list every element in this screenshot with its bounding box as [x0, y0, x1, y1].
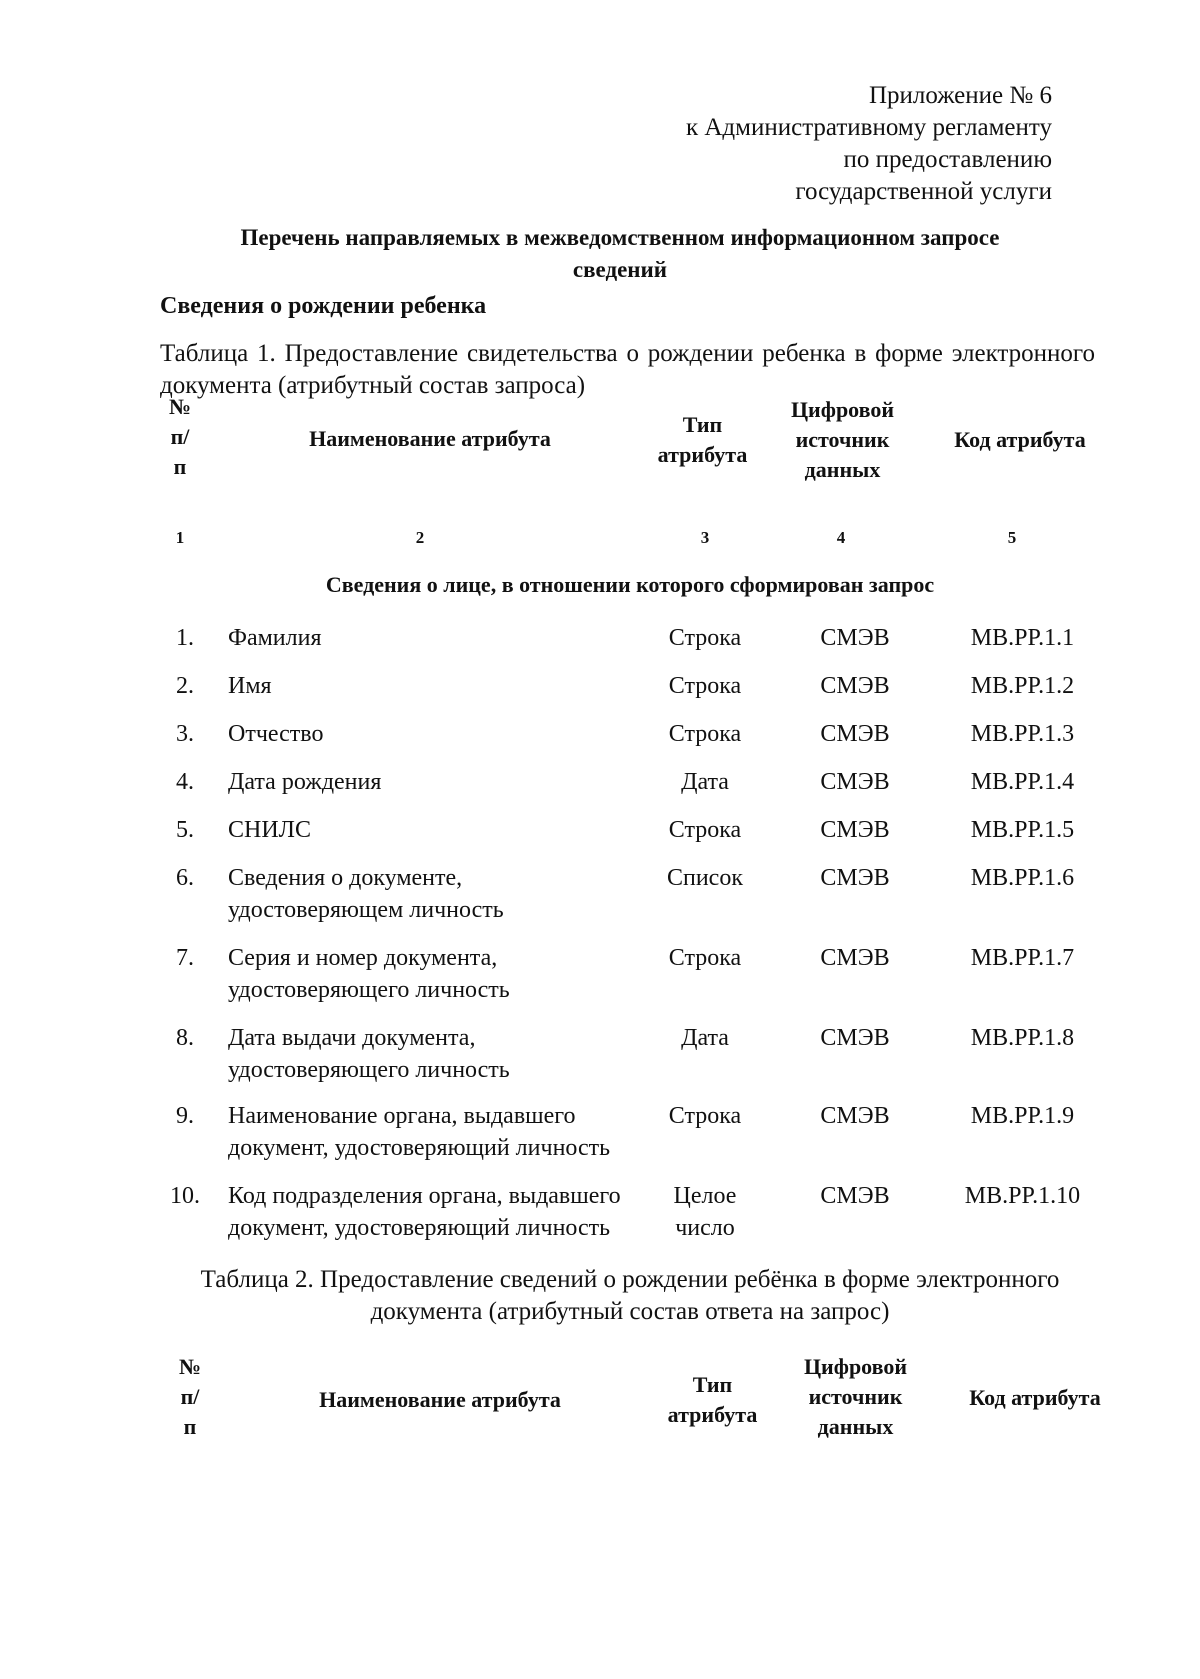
- attribute-name: Имя: [228, 673, 272, 699]
- header-text: атрибута: [667, 1402, 758, 1427]
- row-number: 10.: [170, 1183, 200, 1209]
- data-source: СМЭВ: [820, 769, 890, 795]
- attribute-name: Дата выдачи документа, удостоверяющего личность: [228, 1025, 510, 1083]
- attribute-name: Серия и номер документа, удостоверяющего личность: [228, 945, 510, 1003]
- row-number: 5.: [176, 817, 194, 843]
- table2-caption-line: Таблица 2. Предоставление сведений о рождении ребёнка в форме электронного: [200, 1266, 1060, 1293]
- table2-caption-line: документа (атрибутный состав ответа на запрос): [370, 1298, 890, 1325]
- header-text: №: [178, 1354, 202, 1379]
- appendix-line: к Административному регламенту: [685, 114, 1052, 141]
- attribute-type: Строка: [668, 945, 742, 971]
- attribute-code: MB.PP.1.10: [964, 1183, 1081, 1209]
- header-text: Цифровой: [790, 397, 895, 422]
- row-number: 1.: [176, 625, 194, 651]
- header-text: п/: [170, 424, 190, 449]
- attribute-name: Отчество: [228, 721, 324, 747]
- row-number: 8.: [176, 1025, 194, 1051]
- row-number: 4.: [176, 769, 194, 795]
- header-text: источник: [808, 1384, 903, 1409]
- attribute-code: MB.PP.1.2: [970, 673, 1075, 699]
- table2-header-source: [783, 1352, 928, 1442]
- column-number: 1: [175, 528, 185, 547]
- table2-header-type: [650, 1370, 775, 1430]
- data-source: СМЭВ: [820, 1103, 890, 1129]
- attribute-code: MB.PP.1.6: [970, 865, 1075, 891]
- table2-header-num: [170, 1352, 210, 1442]
- header-text: п: [183, 1414, 197, 1439]
- attribute-name: Код подразделения органа, выдавшего документ, удостоверяющий личность: [228, 1183, 621, 1241]
- attribute-code: MB.PP.1.3: [970, 721, 1075, 747]
- attribute-type: Дата: [681, 769, 729, 795]
- header-text: данных: [804, 457, 881, 482]
- column-number: 4: [836, 528, 846, 547]
- header-text: п/: [180, 1384, 200, 1409]
- row-number: 9.: [176, 1103, 194, 1129]
- attribute-name: СНИЛС: [228, 817, 311, 843]
- attribute-name: Сведения о документе, удостоверяющем личность: [228, 865, 504, 923]
- table1-header-code: Код атрибута: [954, 427, 1086, 452]
- attribute-code: MB.PP.1.7: [970, 945, 1075, 971]
- attribute-type: Целое число: [673, 1183, 737, 1241]
- table1-group-title: Сведения о лице, в отношении которого сформирован запрос: [325, 572, 935, 597]
- attribute-name: Дата рождения: [228, 769, 382, 795]
- data-source: СМЭВ: [820, 721, 890, 747]
- attribute-type: Строка: [668, 1103, 742, 1129]
- table1-caption: Таблица 1. Предоставление свидетельства о рождении ребенка в форме электронного документа (атрибутный состав запроса): [160, 340, 1095, 399]
- data-source: СМЭВ: [820, 673, 890, 699]
- header-text: Цифровой: [803, 1354, 908, 1379]
- row-number: 7.: [176, 945, 194, 971]
- header-text: атрибута: [657, 442, 748, 467]
- column-number: 5: [1007, 528, 1017, 547]
- document-title-line: Перечень направляемых в межведомственном информационном запросе: [240, 225, 1000, 250]
- table2-caption: [200, 1264, 1060, 1328]
- row-number: 3.: [176, 721, 194, 747]
- data-source: СМЭВ: [820, 625, 890, 651]
- document-title: [160, 222, 1080, 286]
- attribute-name: Наименование органа, выдавшего документ, удостоверяющий личность: [228, 1103, 611, 1161]
- data-source: СМЭВ: [820, 945, 890, 971]
- data-source: СМЭВ: [820, 1183, 890, 1209]
- header-text: №: [168, 394, 192, 419]
- appendix-note: [686, 80, 1052, 208]
- attribute-type: Дата: [681, 1025, 729, 1051]
- appendix-line: государственной услуги: [795, 178, 1052, 205]
- column-number: 3: [700, 528, 710, 547]
- column-number: 2: [415, 528, 425, 547]
- table2-header-code: Код атрибута: [969, 1385, 1101, 1410]
- attribute-type: Строка: [668, 673, 742, 699]
- attribute-type: Список: [666, 865, 743, 891]
- table1-header-type: [640, 410, 765, 470]
- table2-header-name: Наименование атрибута: [319, 1387, 561, 1412]
- row-number: 2.: [176, 673, 194, 699]
- data-source: СМЭВ: [820, 865, 890, 891]
- table1-header-source: [770, 395, 915, 485]
- attribute-type: Строка: [668, 817, 742, 843]
- attribute-name: Фамилия: [228, 625, 322, 651]
- document-title-line: сведений: [572, 257, 668, 282]
- header-text: данных: [817, 1414, 894, 1439]
- attribute-code: MB.PP.1.4: [970, 769, 1075, 795]
- data-source: СМЭВ: [820, 817, 890, 843]
- attribute-type: Строка: [668, 625, 742, 651]
- attribute-code: MB.PP.1.8: [970, 1025, 1075, 1051]
- header-text: Тип: [692, 1372, 733, 1397]
- header-text: источник: [795, 427, 890, 452]
- table1-header-num: [160, 392, 200, 482]
- header-text: п: [173, 454, 187, 479]
- attribute-type: Строка: [668, 721, 742, 747]
- section-title: Сведения о рождении ребенка: [160, 293, 487, 319]
- table1-header-name: Наименование атрибута: [309, 426, 551, 451]
- attribute-code: MB.PP.1.9: [970, 1103, 1075, 1129]
- attribute-code: MB.PP.1.5: [970, 817, 1075, 843]
- header-text: Тип: [682, 412, 723, 437]
- appendix-line: по предоставлению: [843, 146, 1052, 173]
- appendix-line: Приложение № 6: [868, 82, 1052, 109]
- attribute-code: MB.PP.1.1: [970, 625, 1075, 651]
- data-source: СМЭВ: [820, 1025, 890, 1051]
- row-number: 6.: [176, 865, 194, 891]
